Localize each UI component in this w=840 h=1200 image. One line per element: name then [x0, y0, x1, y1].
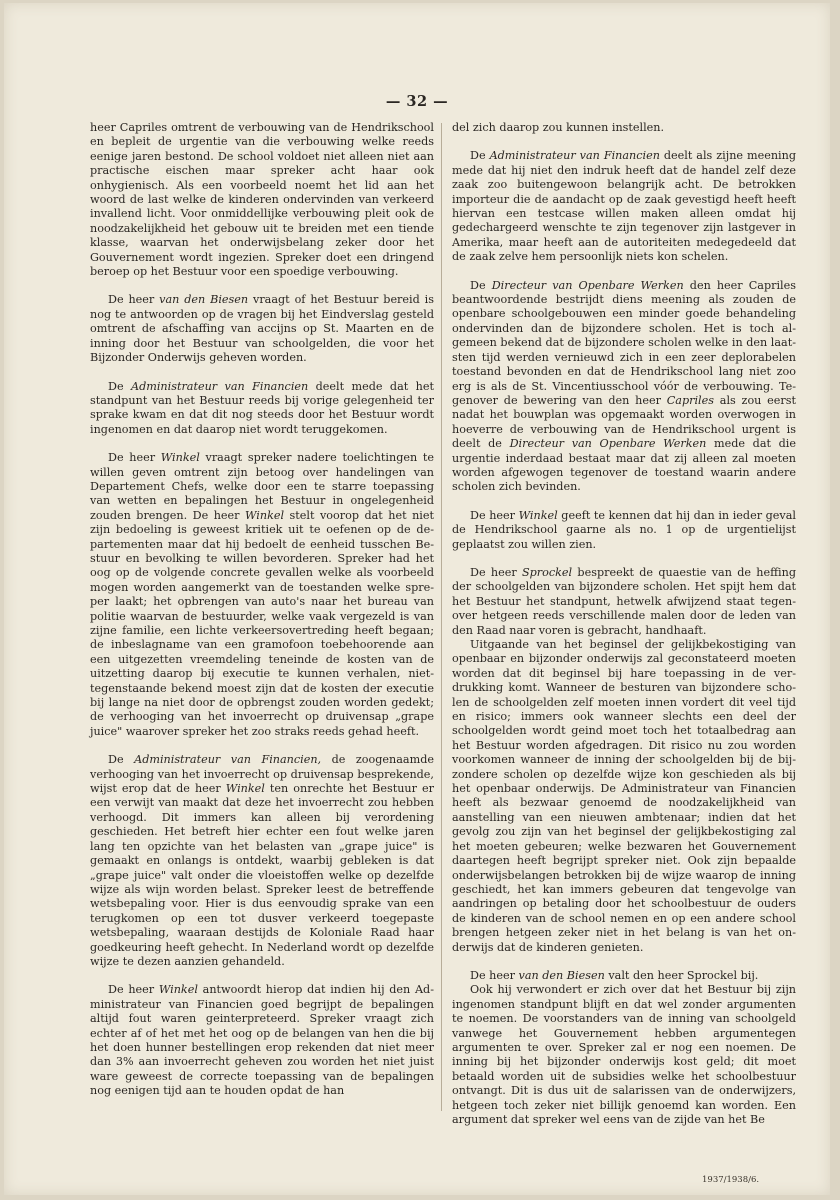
speaker-name: van den Biesen [159, 293, 249, 307]
paragraph-text: geeft te kennen dat hij dan in ieder geval de Hendrikschool gaarne als no. 1 op de urgentielijst geplaatst zou willen zien. [452, 508, 796, 551]
paragraph-text: heer Capriles omtrent de verbouwing van de Hendrikschool en bepleit de urgentie van die verbouwing welke reeds eenige jaren bestond. De school voldoet niet alleen niet aan practische eischen maar spreker acht haar ook onhygienisch. Als een voorbeeld noemt het lid aan het woord de last welke de kinderen ondervinden van verkeerd invallend licht. Voor onmiddellijke verbouwing pleit ook de noodzakelijkheid het gebouw uit te breiden met een tiende klasse, waarvan het onderwijsbelang zeker door het Gouvernement wordt ingezien. Spreker doet een dringend beroep op het Bestuur voor een spoedige verbouwing. [90, 121, 434, 279]
paragraph-text: den heer Capriles beantwoordende bestrijdt diens meening als zouden de openbare schoolgebouwen een minder goede behandeling ondervinden dan de bijzondere scholen. Het is toch algemeen bekend dat de bijzondere scholen welke in den laatsten tijd werden vernieuwd zich in een zeer deplorabelen toestand bevonden en dat de Hendrikschool lang niet zoo erg is als de St. Vincentiusschool vóór de verbouwing. Tegenover de bewering van den heer [452, 278, 796, 407]
paragraph-text: De heer [108, 293, 160, 307]
paragraph-text: De [108, 753, 135, 767]
paragraph [90, 451, 434, 739]
speaker-name: Directeur van Openbare Werken [491, 278, 684, 292]
speaker-name: Winkel [160, 451, 200, 465]
paragraph-text: De heer [108, 983, 159, 997]
paragraph [90, 380, 434, 438]
paragraph [452, 969, 796, 983]
paragraph-text: stelt voorop dat het niet zijn bedoeling is geweest kritiek uit te oefenen op de departementen maar dat hij bedoelt de eenheid tusschen Bestuur en bevolking te willen bevorderen. Spreker had het oog op de volgende concrete gevallen welke als voorbeeld mogen worden aangemerkt van de toestanden welke spreper laakt; het opbrengen van auto's naar het bureau van politie waarvan de bestuurder, welke vaak vergezeld is van zijne familie, een lichte verkeersovertreding heeft begaan; de inbeslagname van een gramofoon toebehoorende aan een uitgezetten vreemdeling teneinde de kosten van de uitzetting daarop bij executie te kunnen verhalen, niettegenstaande bekend moest zijn dat de kosten der executie bij lange na niet door de opbrengst zouden worden gedekt; de verhooging van het invoerrecht op druivensap „grape juice" waarover spreker het zoo straks reeds gehad heeft. [90, 508, 434, 738]
paragraph-text: ten onrechte het Bestuur er een verwijt van maakt dat deze het invoerrecht zou hebben verhoogd. Dit immers kan alleen bij verordening geschieden. Het betreft hier echter een fout welke jaren lang ten opzichte van het belasten van „grape juice" is gemaakt en onlangs is ontdekt, waarbij gebleken is dat „grape juice" valt onder die vloeistoffen welke op dezelfde wijze als wijn worden belast. Spreker leest de betreffende wetsbepaling voor. Hier is dus eenvoudig sprake van een terugkomen op een tot dusver verkeerd toegepaste wetsbepaling, waaraan destijds de Koloniale Raad haar goedkeuring heeft gehecht. In Nederland wordt op dezelfde wijze te dezen aanzien gehandeld. [90, 782, 434, 968]
speaker-name: Administrateur van Financien [489, 149, 660, 163]
paragraph [90, 983, 434, 1098]
speaker-name: Capriles [666, 393, 714, 407]
paragraph [452, 566, 796, 638]
page-number: — 32 — [385, 93, 449, 110]
document-reference-code: 1937/1938/6. [702, 1175, 760, 1185]
paragraph-text: deelt als zijne meening mede dat hij niet den indruk heeft dat de handel zelf deze zaak zoo buitengewoon belangrijk acht. De betrokken importeur die de aandacht op de zaak gevestigd heeft heeft hiervan een testcase willen maken alleen omdat hij gedechargeerd wenschte te zijn tegenover zijn lastgever in Amerika, maar heeft aan de autoriteiten medegedeeld dat de zaak zelve hem persoonlijk niets kon schelen. [452, 149, 796, 264]
right-column [452, 121, 796, 1127]
paragraph-text: del zich daarop zou kunnen instellen. [452, 121, 665, 134]
speaker-name: Winkel [245, 508, 285, 522]
paragraph [452, 983, 796, 1127]
speaker-name: Winkel [225, 782, 265, 796]
paragraph-text: De heer [470, 565, 522, 579]
speaker-name: Administrateur van Financien, [134, 753, 322, 767]
paragraph [90, 121, 434, 279]
speaker-name: Directeur van Openbare Werken [509, 437, 707, 451]
paragraph-text: als zou eerst nadat het bouwplan was opgemaakt worden overwogen in hoeverre de verbouwing van de Hendrikschool urgent is deelt de [452, 393, 796, 451]
speaker-name: Winkel [158, 983, 198, 997]
paragraph [90, 753, 434, 969]
paragraph-text: bespreekt de quaestie van de heffing der schoolgelden van bijzondere scholen. Het spijt hem dat het Bestuur het standpunt, hetwelk afwijzend staat tegenover hetgeen reeds verschillende malen door de leden van den Raad naar voren is gebracht, handhaaft. [452, 565, 796, 637]
document-page [4, 3, 830, 1195]
paragraph [452, 638, 796, 955]
column-divider [441, 123, 442, 1111]
paragraph [452, 279, 796, 495]
paragraph [452, 509, 796, 552]
paragraph-text: deelt mede dat het standpunt van het Bestuur reeds bij vorige gelegenheid ter sprake kwam en dat dit nog steeds door het Bestuur wordt ingenomen en dat daarop niet wordt teruggekomen. [90, 379, 434, 436]
paragraph-text: vraagt of het Bestuur bereid is nog te antwoorden op de vragen bij het Eindverslag gesteld omtrent de afschaffing van accijns op St. Maarten en de inning door het Bestuur van schoolgelden, die voor het Bijzonder Onderwijs geheven worden. [90, 293, 434, 365]
paragraph-text: valt den heer Sprockel bij. [604, 968, 759, 982]
paragraph [452, 149, 796, 264]
paragraph-text: De heer [108, 451, 161, 465]
paragraph [452, 121, 796, 135]
paragraph-text: Uitgaande van het beginsel der gelijkbekostiging van openbaar en bijzonder onderwijs zal geconstateerd moeten worden dat dit beginsel bij hare toepassing in de verdrukking komt. Wanneer de besturen van bijzondere scholen de schoolgelden zelf moeten innen vordert dit veel tijd en risico; immers ook wanneer slechts een deel der schoolgelden wordt geind moet toch het totaalbedrag aan het Bestuur worden afgedragen. Dit risico nu zou worden voorkomen wanneer de inning der schoolgelden bij de bijzondere scholen op dezelfde wijze kon geschieden als bij het openbaar onderwijs. De Administrateur van Financien heeft als bezwaar genoemd de noodzakelijkheid van aanstelling van een nieuwen ambtenaar; indien dat het gevolg zou zijn van het beginsel der gelijkbekostiging zal het moeten gebeuren; welke bezwaren het Gouvernement daartegen heeft begrijpt spreker niet. Ook zijn bepaalde onderwijsbelangen betrokken bij de wijze waarop de inning geschiedt, het kan immers gebeuren dat tengevolge van aandringen op betaling door het schoolbestuur de ouders de kinderen van de school nemen en op een andere school brengen hetgeen zeker niet in het belang is van het onderwijs dat de kinderen genieten. [452, 638, 796, 954]
paragraph-text: De [470, 149, 490, 163]
paragraph-text: antwoordt hierop dat indien hij den Administrateur van Financien goed begrijpt de bepalingen altijd fout waren geinterpreteerd. Spreker vraagt zich echter af of het met het oog op de belangen van hen die bij het doen hunner bestellingen erop rekenden dat niet meer dan 3% aan invoerrecht geheven zou worden het niet juist ware geweest de correcte toepassing van de bepalingen nog eenigen tijd aan te houden opdat de han [90, 983, 435, 1098]
speaker-name: Sprockel [521, 565, 573, 579]
paragraph-text: De [470, 278, 492, 292]
speaker-name: Administrateur van Financien [131, 379, 309, 393]
paragraph-text: de zoogenaamde verhooging van het invoerrecht op druivensap besprekende, wijst erop dat de heer [90, 753, 434, 796]
paragraph-text: De [108, 379, 131, 393]
paragraph-text: mede dat die urgentie inderdaad bestaat maar dat zij alleen zal moeten worden afgewogen tegenover de toestand waarin andere scholen zich bevinden. [452, 437, 797, 494]
paragraph-text: vraagt spreker nadere toelichtingen te willen geven omtrent zijn betoog over handelingen van Departement Chefs, welke door een te starre toepassing van wetten en bepalingen het Bestuur in ongelegenheid zouden brengen. De heer [90, 451, 434, 522]
paragraph-text: Ook hij verwondert er zich over dat het Bestuur bij zijn ingenomen standpunt blijft en dat wel zonder argumenten te noemen. De voorstanders van de inning van schoolgeld vanwege het Gouvernement hebben argumentegen argumenten te over. Spreker zal er nog een noemen. De inning bij het bijzonder onderwijs kost geld; dit moet betaald worden uit de subsidies welke het schoolbestuur ontvangt. Dit is dus uit de salarissen van de onderwijzers, hetgeen toch zeker niet billijk genoemd kan worden. Een argument dat spreker wel eens van de zijde van het Be [452, 983, 796, 1126]
paragraph [90, 293, 434, 365]
speaker-name: van den Biesen [518, 968, 605, 982]
paragraph-text: De heer [470, 508, 519, 522]
paragraph-text: De heer [470, 968, 519, 982]
left-column [90, 121, 434, 1099]
speaker-name: Winkel [518, 508, 558, 522]
